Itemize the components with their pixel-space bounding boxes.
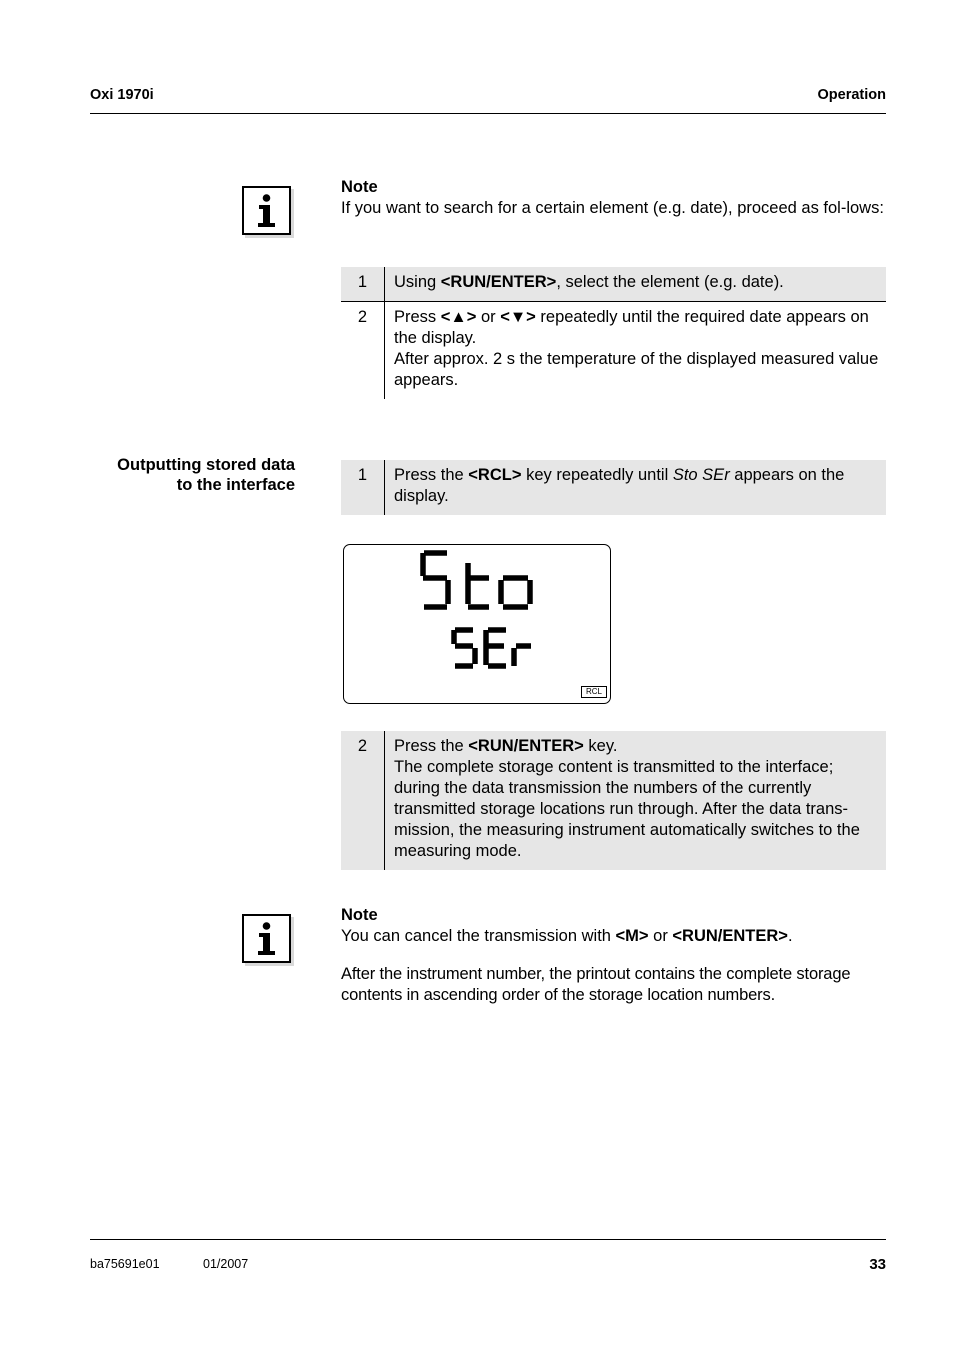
footer-doc-number: ba75691e01 [90, 1257, 160, 1271]
table-row [341, 460, 886, 515]
lcd-display [343, 544, 611, 704]
step-text: Press the <RCL> key repeatedly until Sto SEr appears on the display. [385, 460, 887, 515]
note-1-text: If you want to search for a certain element (e.g. date), proceed as fol-lows: [341, 199, 884, 217]
section-heading: Outputting stored data to the interface [117, 456, 295, 494]
steps-table-output-1 [341, 460, 886, 515]
step-text: Using <RUN/ENTER>, select the element (e.g. date). [385, 267, 887, 302]
lcd-segment-text [344, 545, 609, 702]
note-1-title: Note [341, 178, 378, 196]
lcd-line-1 [423, 553, 530, 607]
note-2-text: You can cancel the transmission with <M> or <RUN/ENTER>. [341, 927, 793, 945]
steps-table-output-2 [341, 731, 886, 870]
table-row [341, 267, 886, 302]
header-section: Operation [817, 87, 886, 103]
info-icon [242, 914, 291, 963]
table-row [341, 731, 886, 870]
step-number: 2 [341, 731, 385, 870]
steps-table-search [341, 267, 886, 399]
step-number: 1 [341, 267, 385, 302]
rcl-indicator: RCL [581, 686, 607, 698]
step-number: 1 [341, 460, 385, 515]
note-2 [341, 905, 886, 1006]
printout-paragraph: After the instrument number, the printout contains the complete storage contents in ascending order of the storage location numbers. [341, 965, 851, 1004]
step-text: Press the <RUN/ENTER> key. The complete storage content is transmitted to the interface; during the data transmission the numbers of the currently transmitted storage locations run through. After the data trans-mission, the measuring instrument automatically switches to the measuring mode. [385, 731, 887, 870]
note-2-title: Note [341, 906, 378, 924]
lcd-line-2 [454, 630, 531, 666]
step-text: Press <▲> or <▼> repeatedly until the required date appears on the display. After approx. 2 s the temperature of the displayed measured value appears. [394, 308, 879, 389]
header-rule [90, 113, 886, 114]
table-row [341, 302, 886, 400]
header-title: Oxi 1970i [90, 87, 154, 103]
footer-rule [90, 1239, 886, 1240]
step-number: 2 [341, 302, 385, 400]
footer-date: 01/2007 [203, 1257, 249, 1271]
info-icon [242, 186, 291, 235]
note-1 [341, 177, 886, 219]
page-number: 33 [869, 1256, 886, 1273]
